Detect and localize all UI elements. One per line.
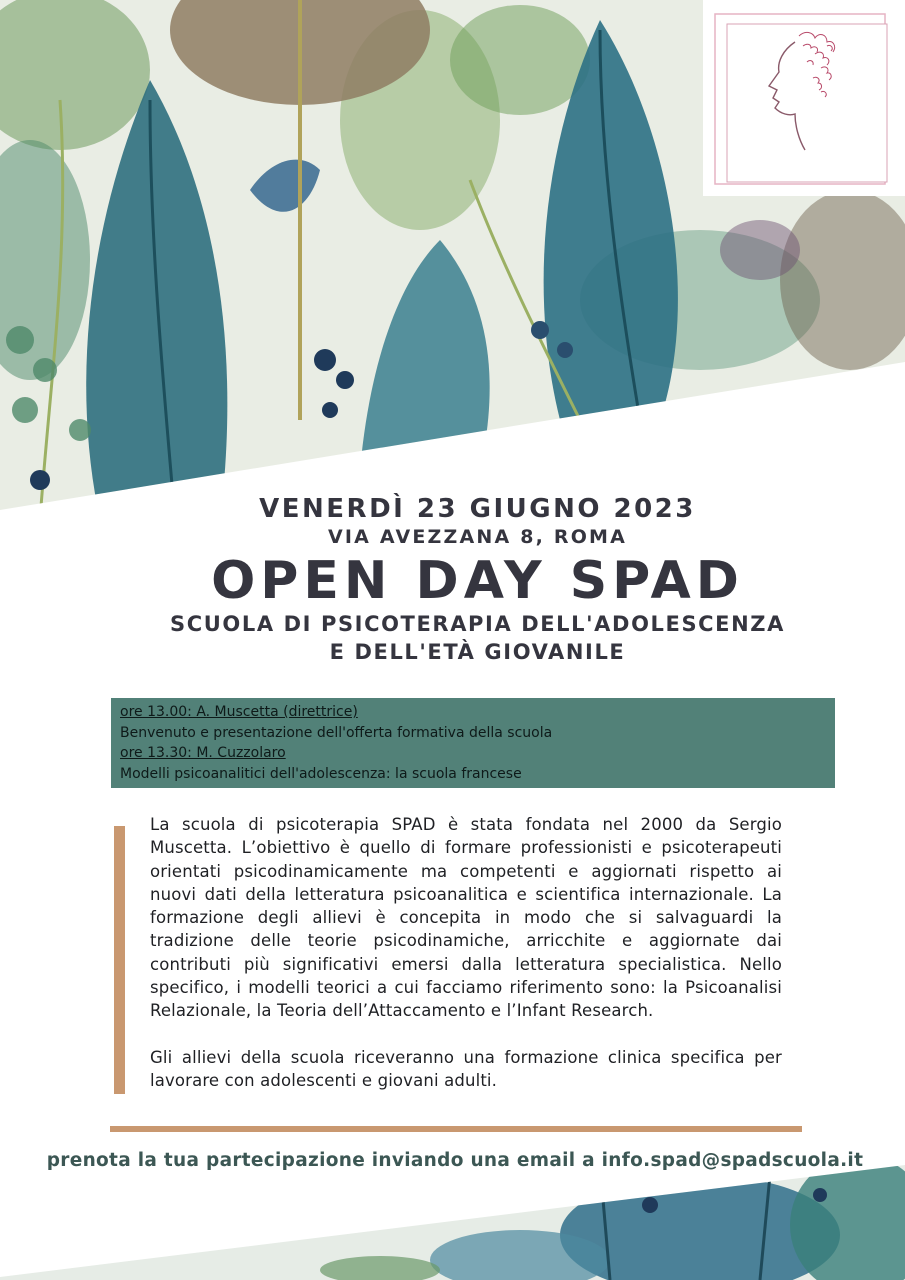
spad-logo [703,0,905,196]
school-description [150,813,782,1092]
section-divider [110,1126,802,1132]
program-topic-2: Modelli psicoanalitici dell'adolescenza: la scuola francese [120,765,522,782]
description-paragraph-1: La scuola di psicoterapia SPAD è stata fondata nel 2000 da Sergio Muscetta. L’obiettivo è quello di formare professionisti e psicoterapeuti orientati psicodinamicamente ma competenti e aggiornati rispetto ai nuovi dati della letteratura psicoanalitica e scientifica internazionale. La formazione degli allievi è concepita in modo che si salvaguardi la tradizione delle teorie psicodinamiche, arricchite e aggiornate dai contributi più significativi emersi dalla letteratura specialistica. Nello specifico, i modelli teorici a cui facciamo riferimento sono: la Psicoanalisi Relazionale, la Teoria dell’Attaccamento e l’Infant Research. [150,815,782,1021]
booking-call-to-action: prenota la tua partecipazione inviando una email a info.spad@spadscuola.it [46,1150,864,1171]
program-time-1: ore 13.00: A. Muscetta (direttrice) [120,704,358,720]
event-title: OPEN DAY SPAD [211,551,744,611]
program-topic-1: Benvenuto e presentazione dell'offerta formativa della scuola [120,724,553,741]
description-paragraph-2: Gli allievi della scuola riceveranno una formazione clinica specifica per lavorare con adolescenti e giovani adulti. [150,1047,782,1090]
school-name [0,610,905,666]
school-name-line-2: E DELL'ETÀ GIOVANILE [329,640,626,664]
watercolor-footer-artwork [0,1165,905,1280]
school-name-line-1: SCUOLA DI PSICOTERAPIA DELL'ADOLESCENZA [170,612,785,636]
event-address: VIA AVEZZANA 8, ROMA [327,526,628,548]
event-date: VENERDÌ 23 GIUGNO 2023 [259,494,696,524]
program-time-2: ore 13.30: M. Cuzzolaro [120,745,286,761]
program-schedule [111,698,835,788]
accent-bar [114,826,125,1094]
